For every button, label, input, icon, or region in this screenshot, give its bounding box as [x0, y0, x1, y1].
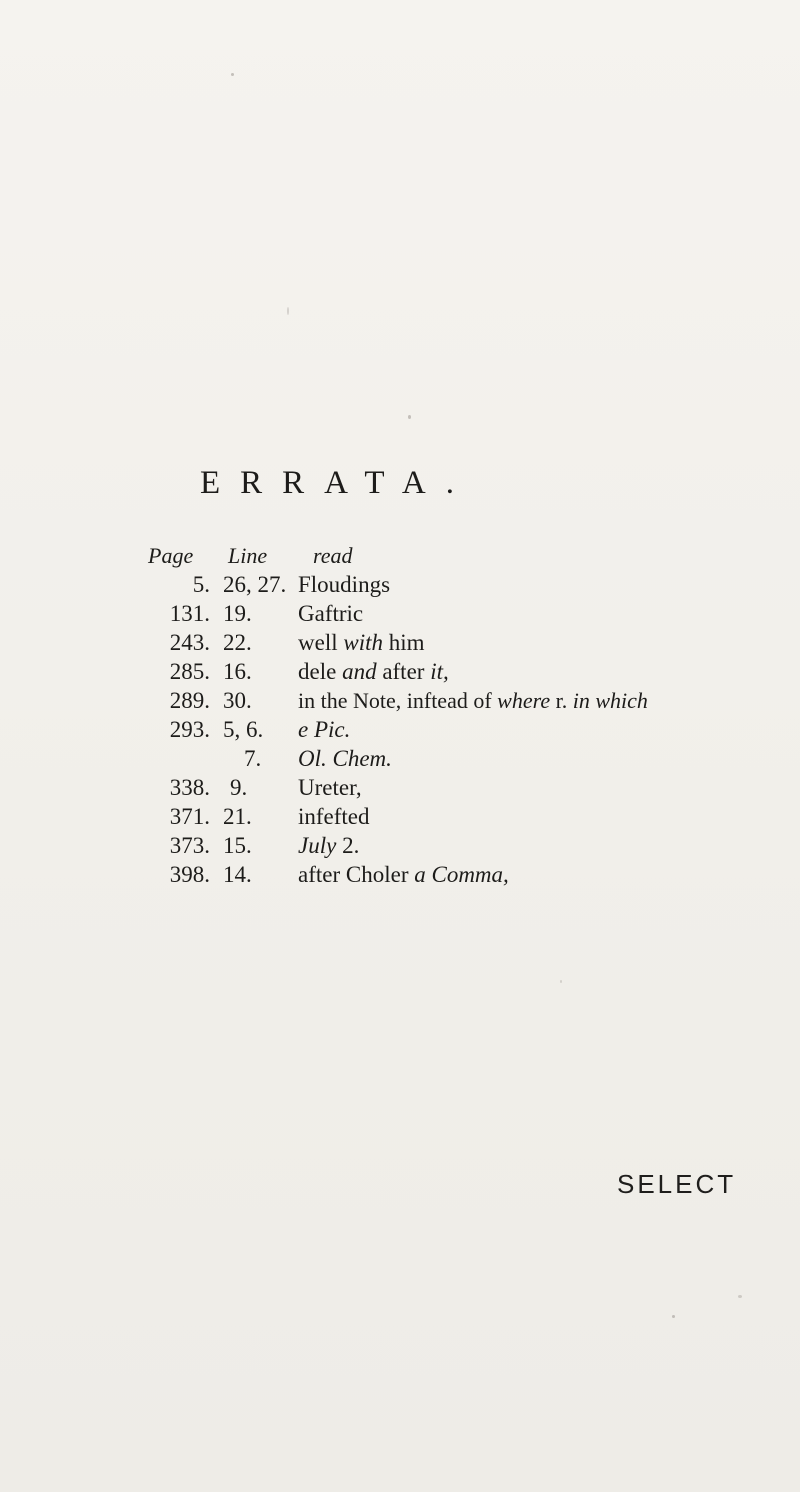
errata-title: ERRATA. [200, 465, 474, 501]
page-number: 338. [169, 775, 210, 800]
paper-speck [287, 307, 289, 315]
correction-text: Gaftric [298, 601, 364, 626]
paper-speck [738, 1295, 742, 1298]
page-column-header: Page [148, 543, 194, 568]
page-number: 5. [192, 572, 210, 597]
line-number: 21. [223, 804, 252, 829]
page-number: 243. [169, 630, 210, 655]
line-number: 14. [223, 862, 252, 887]
paper-speck [672, 1315, 675, 1318]
line-number: 19. [223, 601, 252, 626]
correction-text: well with him [298, 630, 425, 655]
correction-text: infefted [298, 804, 370, 829]
page-number: 373. [169, 833, 210, 858]
correction-text: after Choler a Comma, [298, 862, 509, 887]
correction-text: in the Note, inftead of where r. in which [298, 688, 648, 713]
correction-text: Floudings [298, 572, 391, 597]
line-number: 30. [223, 688, 252, 713]
line-number: 16. [223, 659, 252, 684]
page-number: 371. [169, 804, 210, 829]
correction-text: Ol. Chem. [298, 746, 392, 771]
page-number: 289. [169, 688, 210, 713]
correction-text: July 2. [298, 833, 360, 858]
correction-text: Ureter, [298, 775, 362, 800]
page-number: 131. [169, 601, 210, 626]
paper-speck [408, 415, 411, 419]
page-number: 285. [169, 659, 210, 684]
page-number: 293. [169, 717, 210, 742]
line-number: 15. [223, 833, 252, 858]
read-column-header: read [313, 543, 353, 568]
paper-speck [560, 980, 562, 983]
paper-speck [231, 73, 234, 76]
line-number: 5, 6. [223, 717, 264, 742]
line-column-header: Line [228, 543, 268, 568]
correction-text: dele and after it, [298, 659, 449, 684]
correction-text: e Pic. [298, 717, 351, 742]
page-number: 398. [169, 862, 210, 887]
line-number: 9. [230, 775, 248, 800]
line-number: 22. [223, 630, 252, 655]
catchword: SELECT [617, 1169, 737, 1199]
line-number: 7. [244, 746, 262, 771]
line-number: 26, 27. [223, 572, 287, 597]
